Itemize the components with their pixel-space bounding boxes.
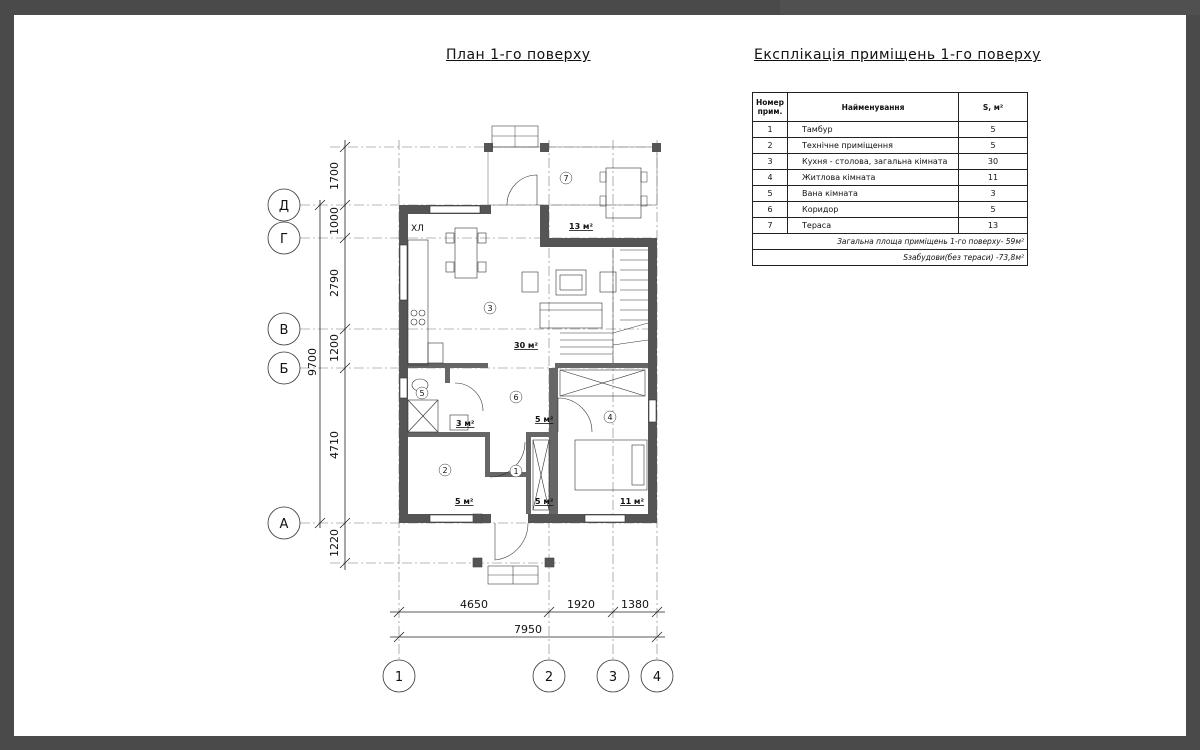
built-area: Sзабудови(без тераси) -73,8м² [753, 250, 1028, 266]
stairs [560, 250, 648, 363]
entrance-porch [473, 514, 554, 584]
row-num: 7 [753, 218, 788, 234]
dim-1200: 1200 [328, 334, 341, 362]
axis-marker-b: Б [279, 362, 289, 377]
row-num: 1 [753, 122, 788, 138]
header-num: Номер прим. [753, 93, 788, 122]
row-num: 6 [753, 202, 788, 218]
row-name: Тамбур [788, 122, 959, 138]
axis-marker-v: В [279, 323, 289, 338]
row-area: 3 [959, 186, 1028, 202]
room-1-area: 5 м² [535, 497, 554, 506]
axis-marker-3: 3 [608, 670, 618, 685]
axis-marker-g: Г [280, 232, 288, 247]
vertical-dimensions [306, 162, 341, 557]
room-2-number: 2 [442, 466, 448, 475]
row-name: Вана кімната [788, 186, 959, 202]
letter-axis-markers [268, 189, 300, 539]
terrace [484, 126, 661, 218]
room-7-area: 13 м² [569, 222, 593, 231]
axis-marker-a: А [279, 517, 289, 532]
axis-marker-1: 1 [394, 670, 404, 685]
kitchen-furniture [408, 228, 616, 365]
dim-1700: 1700 [328, 162, 341, 190]
room-4-number: 4 [607, 413, 613, 422]
row-name: Тераса [788, 218, 959, 234]
horizontal-dimensions [460, 598, 649, 636]
row-area: 11 [959, 170, 1028, 186]
dim-1920: 1920 [567, 598, 595, 611]
row-num: 2 [753, 138, 788, 154]
row-num: 3 [753, 154, 788, 170]
room-1-number: 1 [513, 467, 519, 476]
row-area: 5 [959, 202, 1028, 218]
row-area: 5 [959, 122, 1028, 138]
room-6-number: 6 [513, 393, 519, 402]
dimension-lines [315, 140, 665, 642]
dim-total-vertical: 9700 [306, 348, 319, 376]
room-3-number: 3 [487, 304, 493, 313]
row-name: Кухня - столова, загальна кімната [788, 154, 959, 170]
plan-title: План 1-го поверху [446, 47, 591, 63]
number-axis-markers [383, 660, 673, 692]
room-6-area: 5 м² [535, 415, 554, 424]
room-3-area: 30 м² [514, 341, 538, 350]
axis-marker-d: Д [278, 199, 290, 214]
room-2-area: 5 м² [455, 497, 474, 506]
dim-1380: 1380 [621, 598, 649, 611]
dim-4650: 4650 [460, 598, 488, 611]
fridge-label: ХЛ [411, 224, 424, 234]
room-5-area: 3 м² [456, 419, 475, 428]
bedroom-furniture [490, 370, 647, 510]
row-name: Технічне приміщення [788, 138, 959, 154]
header-area: S, м² [959, 93, 1028, 122]
row-num: 5 [753, 186, 788, 202]
total-area: Загальна площа приміщень 1-го поверху- 59м² [753, 234, 1028, 250]
table-title: Експлікація приміщень 1-го поверху [754, 47, 1041, 63]
room-4-area: 11 м² [620, 497, 644, 506]
header-name: Найменування [788, 93, 959, 122]
axis-marker-2: 2 [544, 670, 554, 685]
dim-1000: 1000 [328, 207, 341, 235]
row-area: 13 [959, 218, 1028, 234]
row-name: Житлова кімната [788, 170, 959, 186]
dim-1220: 1220 [328, 529, 341, 557]
room-7-number: 7 [563, 174, 569, 183]
axis-marker-4: 4 [652, 670, 662, 685]
row-area: 5 [959, 138, 1028, 154]
dim-7950: 7950 [514, 623, 542, 636]
dim-2790: 2790 [328, 269, 341, 297]
row-num: 4 [753, 170, 788, 186]
row-area: 30 [959, 154, 1028, 170]
room-5-number: 5 [419, 389, 425, 398]
row-name: Коридор [788, 202, 959, 218]
dim-4710: 4710 [328, 431, 341, 459]
